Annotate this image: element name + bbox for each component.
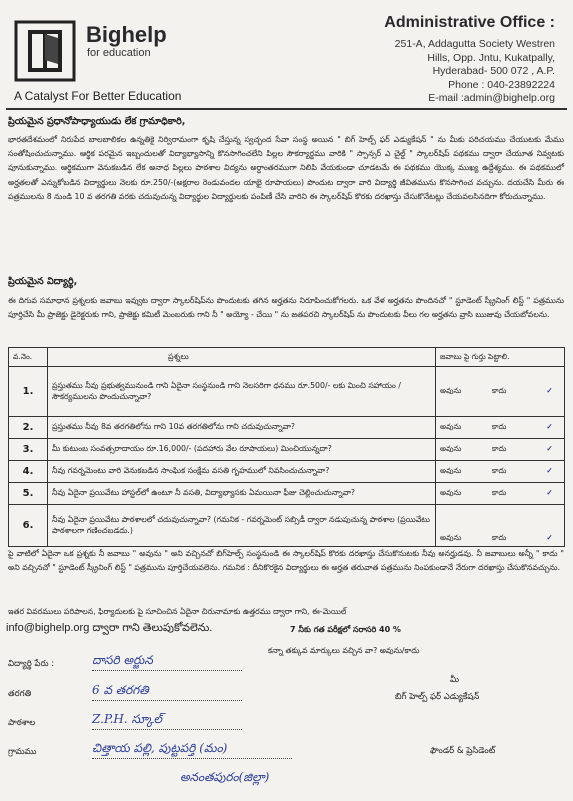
brand-sub: for education (87, 47, 151, 59)
no-option[interactable]: కాదు (492, 386, 507, 395)
table-row (9, 483, 565, 505)
class-label: తరగతి (8, 689, 32, 699)
yes-option[interactable]: అవును (440, 386, 462, 395)
table-row (9, 461, 565, 483)
phone-line: Phone : 040-23892224 (448, 78, 555, 91)
yes-option[interactable]: అవును (440, 533, 462, 542)
yes-option[interactable]: అవును (440, 422, 462, 431)
student-paragraph: ఈ దిగువ సమాధాన ప్రశ్నలకు జవాబు ఇవ్వుట ద్వారా స్కాలర్‌షిప్‌ను పొందుటకు తగిన అర్హతను నిరూపించుకోగలరు. ఒక వేళ అర్హతను పొందినచో " స్టూడెంట్ స్క్రీనింగ్ లిస్ట్ " పత్రమును పూర్తిచేసి మీ ప్రాజెక్టు డైరెక్టరుకు గాని, ప్రాజెక్టు కమిటీ మెంబరుకు గాని నీ " అయ్యో - చేయి " ను జతపరచి స్కాలర్‌షిప్ ను పొందుటకు వీలు గల అర్హతను వ్రాసి ఋజువు చేయబోవలను. (8, 296, 564, 320)
answer-cell[interactable] (436, 483, 565, 505)
table-row (9, 367, 565, 417)
answer-cell[interactable] (436, 367, 565, 417)
yes-option[interactable]: అవును (440, 488, 462, 497)
no-option[interactable]: కాదు (492, 444, 507, 453)
answer-cell[interactable] (436, 505, 565, 547)
row-number: 6. (9, 505, 48, 547)
row-question: నీవు ఏదైనా ప్రయివేటు పాఠశాలలో చదువుచున్నావా? (గమనిక - గవర్నమెంట్ సబ్సిడీ ద్వారా నడుపుచున్న పాఠశాల (ప్రయివేటు పాఠశాలగా గణించబడదు.) (48, 505, 436, 547)
yes-option[interactable]: అవును (440, 466, 462, 475)
eligibility-paragraph: పై వాటిలో ఏదైనా ఒక ప్రశ్నకు నీ జవాబు " అవును " అని వచ్చినచో బిగ్‌హెల్ప్ సంస్థనుండి ఈ స్కాలర్‌షిప్ కొరకు దరఖాస్తు చేసుకొనుటకు నీవు అనర్హుడవు. నీ జవాబులు అన్నీ " కాదు " అని వచ్చినచో " స్టూడెంట్ స్క్రీనింగ్ లిస్ట్ " పత్రమును పూర్తిచేయవలెను. గమనిక : దీనికొరకైన విద్యార్థులు ఈ అర్హత తరువాత పత్రమును నింపకుండానే నేరుగా దరఖాస్తు చేసుకొనవచ్చును. (8, 549, 564, 573)
exam-question: కన్నా తక్కువ మార్కులు వచ్చిన వా? అవును/కాదు (268, 646, 420, 655)
school-field[interactable]: Z.P.H. స్కూల్ (92, 712, 242, 730)
tick-mark-icon: ✓ (546, 386, 553, 395)
answer-cell[interactable] (436, 461, 565, 483)
student-name-field[interactable]: దాసరి అర్జున (92, 653, 242, 671)
office-title: Administrative Office : (384, 14, 555, 31)
col-answer-header: జవాబు పై గుర్తు పెట్టాలి. (436, 348, 565, 367)
address-line: 251-A, Addagutta Society Westren (394, 38, 555, 50)
no-option[interactable]: కాదు (492, 533, 507, 542)
no-option[interactable]: కాదు (492, 488, 507, 497)
row-number: 5. (9, 483, 48, 505)
answer-cell[interactable] (436, 439, 565, 461)
row-question: నీవు గవర్నమెంటు వారి వెనుకబడిన సాంఘిక సంక్షేమ వసతి గృహములో నివసించుచున్నావా? (48, 461, 436, 483)
row-question: ప్రస్తుతము నీవు 8వ తరగతిలోను గాని 10వ తరగతిలోను గాని చదువుచున్నావా? (48, 417, 436, 439)
class-field[interactable]: 6 వ తరగతి (92, 683, 242, 701)
brand-name: Bighelp (86, 22, 167, 47)
office-address (395, 38, 555, 106)
no-option[interactable]: కాదు (492, 466, 507, 475)
student-salutation: ప్రియమైన విద్యార్థి, (8, 276, 78, 287)
row-number: 1. (9, 367, 48, 417)
address-line: Hyderabad- 500 072 , A.P. (432, 65, 555, 77)
contact-email-line: info@bighelp.org ద్వారా గాని తెలుపుకోవలెను. (6, 622, 213, 634)
exam-note: 7 నీకు గత పరీక్షలో సరాసరి 40 % (290, 625, 401, 634)
school-label: పాఠశాల (8, 718, 36, 728)
row-number: 4. (9, 461, 48, 483)
no-option[interactable]: కాదు (492, 422, 507, 431)
row-number: 2. (9, 417, 48, 439)
district-field[interactable]: అనంతపురం(జిల్లా) (180, 770, 270, 784)
col-questions-header: ప్రశ్నలు (48, 348, 436, 367)
signoff-from: మీ (450, 675, 459, 685)
table-row (9, 417, 565, 439)
signoff-org: బిగ్ హెల్ప్ ఫర్ ఎడ్యుకేషన్ (395, 692, 480, 702)
col-number-header: వ.నెం. (9, 348, 48, 367)
table-row (9, 439, 565, 461)
tick-mark-icon: ✓ (546, 488, 553, 497)
student-name-label: విద్యార్థి పేరు : (8, 659, 55, 669)
tick-mark-icon: ✓ (546, 444, 553, 453)
tick-mark-icon: ✓ (546, 533, 553, 542)
intro-paragraph: భారతదేశమంలో నిరుపేద బాలబాలికల ఉన్నతికై నిర్విరామంగా కృషి చేస్తున్న స్వచ్ఛంద సేవా సంస్థ అయిన " బిగ్ హెల్ప్ ఫర్ ఎడ్యుకేషన్ " ను మీకు పరిచయము చేయుటకు మేము సంతోషించుచున్నాము. ఆర్థిక పరమైన ఇబ్బందులతో విద్యాభ్యాసాన్ని కొనసాగించలేని పిల్లల సౌకర్యార్థము వారికి " స్పాన్సర్ ఎ చైల్డ్ " స్కాలర్‌షిప్ పథకము ద్వారా చేయూత నివ్వటకు పూనుకున్నాము. ఆర్థికముగా వెనుకబడిన లేక అనాధ పిల్లలు పాఠశాల విద్యను అర్ధాంతరముగా నిలిపి వేయకుండా చూడటమే ఈ పథకము యొక్క ముఖ్య ఉద్దేశ్యము. ఈ పథకములో అర్హతలతో ఎన్నుకోబడిన విద్యార్థులు నెలకు రూ.250/-(అక్షరాల రెండువందల యాభై రూపాయలు) పొందుట ద్వారా వారి విద్యార్థి జీవితమును కొనసాగించ వచ్చును. దయచేసి మీరు ఈ పత్రములను 8 నుండి 10 వ తరగతి వరకు చదువుచున్న విద్యార్థుల విద్యార్థులకు పంపిణీ చేసి వారిని ఈ స్కాలర్‌షిప్ కొరకు దరఖాస్తు చేసుకొనేటట్లు చేయవలసినదిగా కోరుచున్నాము. (8, 135, 565, 201)
yes-option[interactable]: అవును (440, 444, 462, 453)
row-question: మీ కుటుంబ సంవత్సరాదాయం రూ.16,000/- (పదహారు వేల రూపాయలు) మించియున్నదా? (48, 439, 436, 461)
contact-paragraph: ఇతర వివరములు పరిపాలన, ఫిర్యాదులకు పై సూచించిన ఏదైనా చిరునామాకు ఉత్తరము ద్వారా గాని, ఈ-మెయిల్ (8, 607, 347, 616)
table-row (9, 505, 565, 547)
tick-mark-icon: ✓ (546, 466, 553, 475)
village-label: గ్రామము (8, 747, 37, 757)
table-header-row (9, 348, 565, 367)
tick-mark-icon: ✓ (546, 422, 553, 431)
email-line: E-mail :admin@bighelp.org (428, 92, 555, 104)
row-question: ప్రస్తుతము నీవు ప్రభుత్వమునుండి గాని ఏదైనా సంస్థనుండి గాని నెలసరిగా ధనము రూ.500/- లకు మించి సహాయం / సౌకర్యములను పొందుచున్నావా? (48, 367, 436, 417)
salutation: ప్రియమైన ప్రధానోపాధ్యాయుడు లేక గ్రామాధికారి, (8, 116, 186, 127)
answer-cell[interactable] (436, 417, 565, 439)
header-divider (6, 108, 567, 110)
tagline: A Catalyst For Better Education (14, 89, 182, 103)
questions-table (8, 347, 565, 547)
row-question: నీవు ఏదైనా ప్రయివేటు హాస్టల్‌లో ఉంటూ నీ వసతి, విద్యాభ్యాసకు ఏమయినా ఫీజు చెల్లించుచున్నావా? (48, 483, 436, 505)
signoff-title: ఫౌండర్ & ప్రెసిడెంట్ (430, 746, 496, 756)
address-line: Hills, Opp. Jntu, Kukatpally, (427, 51, 555, 64)
row-number: 3. (9, 439, 48, 461)
bighelp-logo-icon (14, 20, 76, 82)
village-field[interactable]: చిత్తాయ పల్లి, పుట్టపర్తి (మం) (92, 741, 292, 759)
